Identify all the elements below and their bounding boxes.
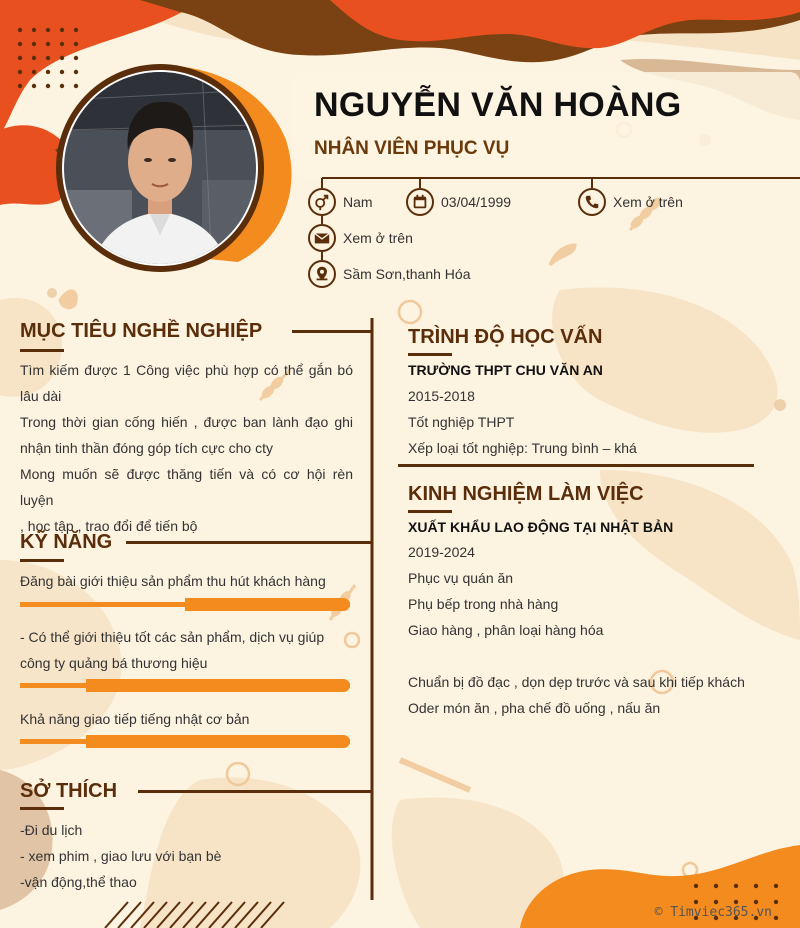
skill-bar-2 <box>20 679 350 692</box>
gender-icon <box>308 188 336 216</box>
skill-level-fill <box>185 598 350 611</box>
skill-level-fill <box>86 735 350 748</box>
objective-line: , học tập , trao đổi để tiến bộ <box>20 518 198 534</box>
skill-text: - Có thể giới thiệu tốt các sản phẩm, dịch vụ giúp <box>20 629 325 645</box>
contact-gender <box>308 188 373 216</box>
experience-line: Chuẩn bị đồ đạc , dọn dẹp trước và sau khi tiếp khách <box>408 674 745 690</box>
email-value: Xem ở trên <box>343 230 413 246</box>
skill-item-1 <box>20 568 360 594</box>
objective-underline <box>20 349 64 352</box>
email-icon <box>308 224 336 252</box>
experience-line: Oder món ăn , pha chế đồ uống , nấu ăn <box>408 700 661 716</box>
education-line: Xếp loại tốt nghiệp: Trung bình – khá <box>408 440 637 456</box>
calendar-icon <box>406 188 434 216</box>
experience-line: Phục vụ quán ăn <box>408 570 514 586</box>
experience-period: 2019-2024 <box>408 544 475 560</box>
avatar <box>62 70 258 266</box>
objective-line: Mong muốn sẽ được thăng tiến và có cơ hội rèn luyện <box>20 466 353 508</box>
hobby-item: -vận động,thể thao <box>20 874 137 890</box>
experience-underline <box>408 510 452 513</box>
skill-text: Khả năng giao tiếp tiếng nhật cơ bản <box>20 711 250 727</box>
objective-line: lâu dài <box>20 388 62 404</box>
objective-line: nhận tinh thần đóng góp tích cực cho cty <box>20 440 273 456</box>
skill-item-3 <box>20 706 360 732</box>
skill-level-fill <box>86 679 350 692</box>
education-details <box>408 383 768 461</box>
contact-address <box>308 260 470 288</box>
contact-phone[interactable] <box>578 188 683 216</box>
location-icon <box>308 260 336 288</box>
skill-bar-3 <box>20 735 350 748</box>
objective-rule <box>292 330 372 333</box>
hobbies-list <box>20 817 360 895</box>
education-period: 2015-2018 <box>408 388 475 404</box>
education-underline <box>408 353 452 356</box>
skills-rule <box>126 541 372 544</box>
objective-heading: MỤC TIÊU NGHỀ NGHIỆP <box>20 320 263 342</box>
candidate-name: NGUYỄN VĂN HOÀNG <box>314 86 682 124</box>
education-line: Tốt nghiệp THPT <box>408 414 515 430</box>
experience-line: Phụ bếp trong nhà hàng <box>408 596 559 612</box>
objective-text <box>20 357 353 539</box>
education-divider <box>398 464 754 467</box>
hobbies-rule <box>138 790 372 793</box>
birthday-value: 03/04/1999 <box>441 194 512 210</box>
gender-value: Nam <box>343 194 373 210</box>
hobby-item: -Đi du lịch <box>20 822 83 838</box>
skill-bar-1 <box>20 598 350 611</box>
address-value: Sầm Sơn,thanh Hóa <box>343 266 471 282</box>
job-title: NHÂN VIÊN PHỤC VỤ <box>314 138 510 159</box>
skills-underline <box>20 559 64 562</box>
objective-line: Tìm kiếm được 1 Công việc phù hợp có thể gắn bó <box>20 362 353 378</box>
school-name: TRƯỜNG THPT CHU VĂN AN <box>408 362 603 378</box>
copyright-footer: © Timviec365.vn <box>654 905 772 920</box>
contact-email[interactable] <box>308 224 413 252</box>
hobby-item: - xem phim , giao lưu với bạn bè <box>20 848 222 864</box>
skill-item-2 <box>20 624 360 676</box>
objective-line: Trong thời gian cống hiến , được ban lành đạo ghi <box>20 414 353 430</box>
skill-text: công ty quảng bá thương hiệu <box>20 655 208 671</box>
phone-value: Xem ở trên <box>613 194 683 210</box>
company-name: XUẤT KHẨU LAO ĐỘNG TẠI NHẬT BẢN <box>408 519 674 535</box>
education-heading: TRÌNH ĐỘ HỌC VẤN <box>408 326 603 348</box>
phone-icon <box>578 188 606 216</box>
experience-line: Giao hàng , phân loại hàng hóa <box>408 622 604 638</box>
experience-heading: KINH NGHIỆM LÀM VIỆC <box>408 483 644 505</box>
contact-birthday <box>406 188 511 216</box>
experience-line <box>408 643 788 669</box>
skill-text: Đăng bài giới thiệu sản phẩm thu hút khách hàng <box>20 573 326 589</box>
hobbies-heading: SỞ THÍCH <box>20 780 118 802</box>
hobbies-underline <box>20 807 64 810</box>
experience-details <box>408 539 788 721</box>
skills-heading: KỸ NĂNG <box>20 531 113 553</box>
